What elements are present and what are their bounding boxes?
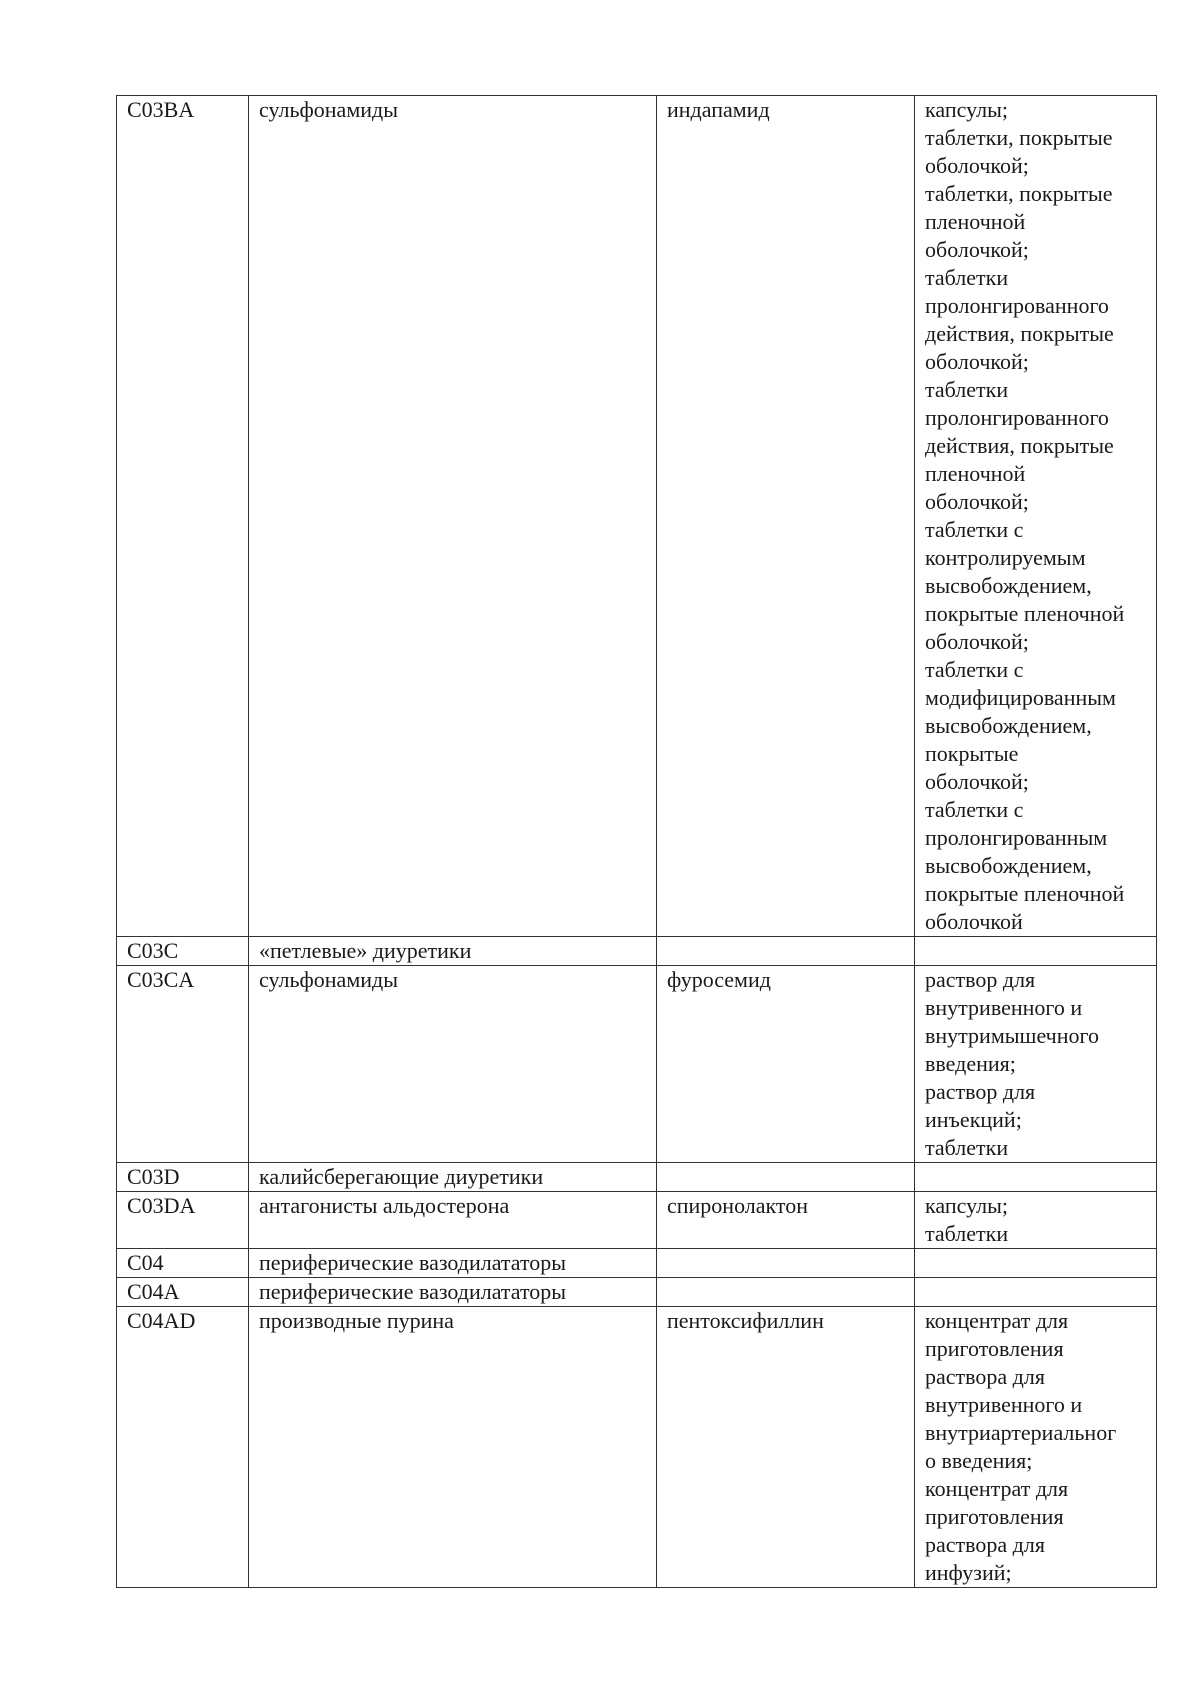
dosage-form-line: концентрат для: [925, 1476, 1069, 1501]
dosage-form-line: раствора для: [925, 1364, 1045, 1389]
dosage-form-line: внутриартериальног: [925, 1420, 1117, 1445]
atc-code-cell: C03CA: [117, 966, 249, 1163]
pharmacological-group-cell: сульфонамиды: [249, 966, 657, 1163]
drug-name-cell: спиронолактон: [657, 1192, 915, 1249]
dosage-form-line: таблетки: [925, 1221, 1009, 1246]
table-row: [117, 96, 1157, 937]
dosage-form-line: о введения;: [925, 1448, 1033, 1473]
dosage-form-line: пленочной: [925, 209, 1026, 234]
atc-code-cell: C03DA: [117, 1192, 249, 1249]
pharmacological-group-cell: калийсберегающие диуретики: [249, 1163, 657, 1192]
atc-code-cell: C03D: [117, 1163, 249, 1192]
dosage-form-line: таблетки с: [925, 657, 1024, 682]
pharmacological-group-cell: сульфонамиды: [249, 96, 657, 937]
dosage-form-line: таблетки: [925, 377, 1009, 402]
dosage-form-line: оболочкой;: [925, 769, 1029, 794]
pharmacological-group-cell: антагонисты альдостерона: [249, 1192, 657, 1249]
dosage-form-line: оболочкой;: [925, 237, 1029, 262]
drug-name-cell: [657, 1249, 915, 1278]
dosage-form-line: раствор для: [925, 1079, 1036, 1104]
dosage-form-line: внутривенного и: [925, 995, 1083, 1020]
table-row: [117, 966, 1157, 1163]
dosage-form-line: оболочкой;: [925, 629, 1029, 654]
dosage-form-line: покрытые пленочной: [925, 601, 1125, 626]
dosage-form-cell: [915, 1278, 1157, 1307]
table-row: [117, 1307, 1157, 1588]
dosage-form-line: контролируемым: [925, 545, 1086, 570]
dosage-form-line: пролонгированного: [925, 293, 1109, 318]
table-row: [117, 937, 1157, 966]
dosage-form-line: таблетки с: [925, 797, 1024, 822]
drug-name-cell: [657, 1278, 915, 1307]
pharmacological-group-cell: периферические вазодилататоры: [249, 1249, 657, 1278]
dosage-form-line: покрытые пленочной: [925, 881, 1125, 906]
dosage-form-line: раствора для: [925, 1532, 1045, 1557]
table-row: [117, 1278, 1157, 1307]
dosage-form-line: высвобождением,: [925, 713, 1092, 738]
dosage-form-line: высвобождением,: [925, 573, 1092, 598]
dosage-form-line: инъекций;: [925, 1107, 1022, 1132]
dosage-form-line: действия, покрытые: [925, 321, 1114, 346]
atc-code-cell: C04: [117, 1249, 249, 1278]
dosage-form-line: таблетки, покрытые: [925, 181, 1113, 206]
dosage-form-cell: [915, 1249, 1157, 1278]
dosage-form-line: капсулы;: [925, 97, 1008, 122]
dosage-form-line: приготовления: [925, 1336, 1064, 1361]
dosage-form-line: концентрат для: [925, 1308, 1069, 1333]
atc-code-cell: C04A: [117, 1278, 249, 1307]
dosage-form-line: введения;: [925, 1051, 1016, 1076]
dosage-form-cell: [915, 937, 1157, 966]
drug-name-cell: фуросемид: [657, 966, 915, 1163]
dosage-form-line: оболочкой: [925, 909, 1023, 934]
table-row: [117, 1163, 1157, 1192]
dosage-form-line: внутривенного и: [925, 1392, 1083, 1417]
drug-table: [116, 95, 1157, 1588]
pharmacological-group-cell: «петлевые» диуретики: [249, 937, 657, 966]
dosage-form-line: таблетки: [925, 265, 1009, 290]
dosage-form-line: пленочной: [925, 461, 1026, 486]
dosage-form-cell: [915, 1192, 1157, 1249]
dosage-form-line: пролонгированного: [925, 405, 1109, 430]
pharmacological-group-cell: периферические вазодилататоры: [249, 1278, 657, 1307]
dosage-form-cell: [915, 1307, 1157, 1588]
dosage-form-line: капсулы;: [925, 1193, 1008, 1218]
dosage-form-line: оболочкой;: [925, 489, 1029, 514]
dosage-form-line: таблетки с: [925, 517, 1024, 542]
drug-name-cell: пентоксифиллин: [657, 1307, 915, 1588]
drug-name-cell: [657, 1163, 915, 1192]
table-body: [117, 96, 1157, 1588]
dosage-form-line: раствор для: [925, 967, 1036, 992]
atc-code-cell: C03C: [117, 937, 249, 966]
dosage-form-line: модифицированным: [925, 685, 1116, 710]
dosage-form-line: приготовления: [925, 1504, 1064, 1529]
dosage-form-line: пролонгированным: [925, 825, 1108, 850]
dosage-form-line: действия, покрытые: [925, 433, 1114, 458]
pharmacological-group-cell: производные пурина: [249, 1307, 657, 1588]
dosage-form-line: внутримышечного: [925, 1023, 1099, 1048]
dosage-form-cell: [915, 1163, 1157, 1192]
dosage-form-line: таблетки: [925, 1135, 1009, 1160]
dosage-form-cell: [915, 966, 1157, 1163]
drug-name-cell: индапамид: [657, 96, 915, 937]
dosage-form-line: оболочкой;: [925, 153, 1029, 178]
dosage-form-line: таблетки, покрытые: [925, 125, 1113, 150]
dosage-form-cell: [915, 96, 1157, 937]
dosage-form-line: высвобождением,: [925, 853, 1092, 878]
dosage-form-line: инфузий;: [925, 1560, 1012, 1585]
table-row: [117, 1249, 1157, 1278]
table-row: [117, 1192, 1157, 1249]
atc-code-cell: C04AD: [117, 1307, 249, 1588]
dosage-form-line: покрытые: [925, 741, 1019, 766]
atc-code-cell: C03BA: [117, 96, 249, 937]
drug-name-cell: [657, 937, 915, 966]
dosage-form-line: оболочкой;: [925, 349, 1029, 374]
